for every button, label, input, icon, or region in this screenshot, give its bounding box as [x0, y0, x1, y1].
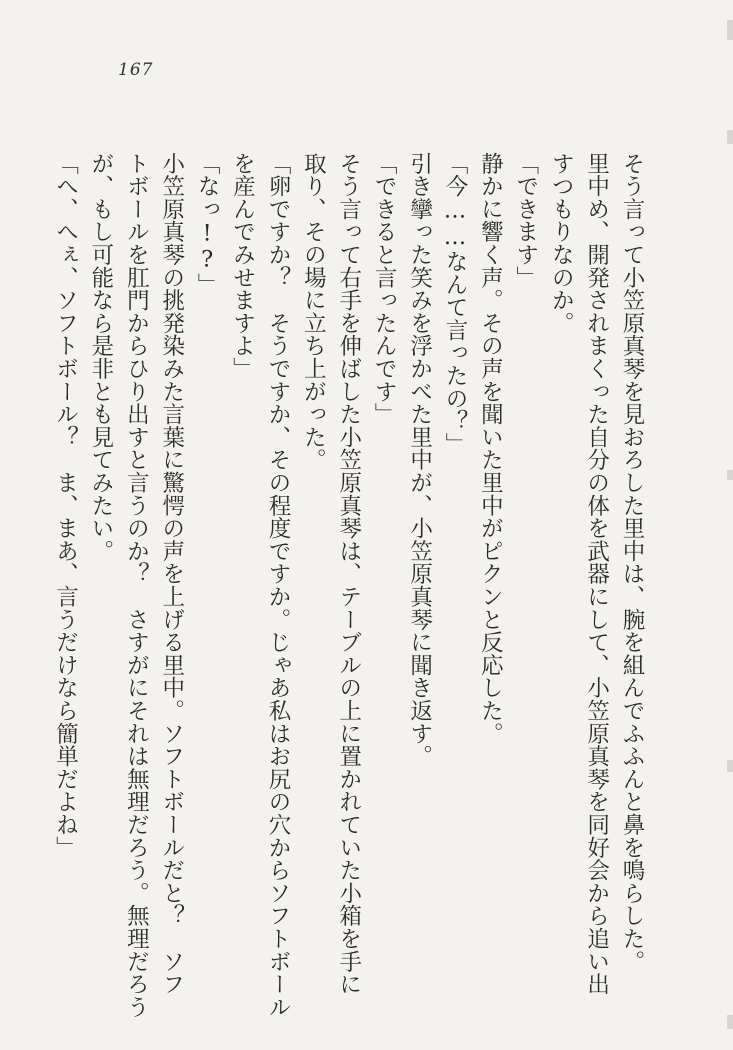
- text-line: そう言って右手を伸ばした小笠原真琴は、テーブルの上に置かれていた小箱を手に: [335, 152, 362, 996]
- text-line: が、もし可能なら是非とも見てみたい。: [87, 152, 114, 563]
- text-line: を産んでみせますよ」: [229, 152, 256, 380]
- vertical-text-body: [52, 152, 649, 1019]
- text-line: 里中め、開発されまくった自分の体を武器にして、小笠原真琴を同好会から追い出: [583, 152, 610, 996]
- text-line: トボールを肛門からひり出すと言うのか？ さすがにそれは無理だろう。無理だろう: [123, 152, 150, 1019]
- text-line: 「なっ!?」: [194, 152, 221, 296]
- text-line: すつもりなのか。: [548, 152, 575, 335]
- edge-mark: [727, 130, 733, 144]
- edge-mark: [727, 760, 733, 772]
- text-line: 「今……なんて言ったの？」: [441, 152, 468, 456]
- page-number: 167: [118, 60, 154, 80]
- text-line: 静かに響く声。その声を聞いた里中がピクンと反応した。: [477, 152, 504, 745]
- text-line: 「できます」: [512, 152, 539, 289]
- text-line: 「卵ですか？ そうですか、その程度ですか。じゃあ私はお尻の穴からソフトボール: [264, 152, 291, 1019]
- edge-mark: [727, 20, 733, 40]
- text-line: そう言って小笠原真琴を見おろした里中は、腕を組んでふふんと鼻を鳴らした。: [619, 152, 645, 973]
- text-line: 小笠原真琴の挑発染みた言葉に驚愕の声を上げる里中。ソフトボールだと？ ソフ: [158, 152, 185, 996]
- edge-mark: [727, 1015, 733, 1029]
- text-line: 「できると言ったんです」: [371, 152, 398, 426]
- text-line: 取り、その場に立ち上がった。: [300, 152, 327, 472]
- text-line: 引き攣った笑みを浮かべた里中が、小笠原真琴に聞き返す。: [406, 152, 433, 768]
- text-line: 「へ、へぇ、ソフトボール？ ま、まあ、言うだけなら簡単だよね」: [52, 152, 79, 859]
- edge-mark: [727, 470, 733, 480]
